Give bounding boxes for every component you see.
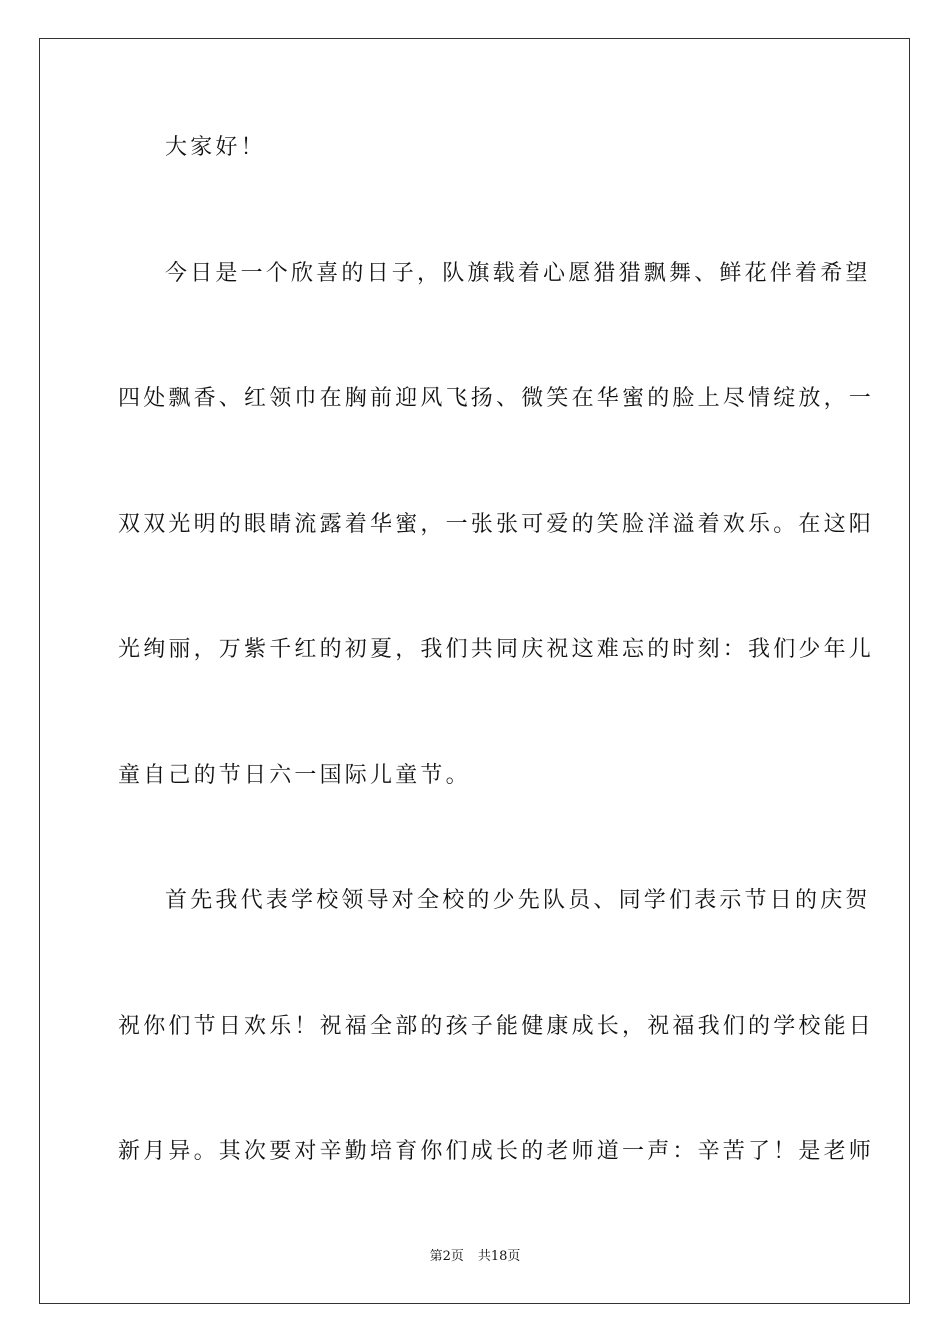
paragraph-line: 四处飘香、红领巾在胸前迎风飞扬、微笑在华蜜的脸上尽情绽放，一 xyxy=(118,386,875,411)
page-footer xyxy=(0,1248,950,1266)
paragraph-line: 双双光明的眼睛流露着华蜜，一张张可爱的笑脸洋溢着欢乐。在这阳 xyxy=(118,512,875,537)
page-total: 共18页 xyxy=(477,1249,521,1264)
paragraph-line: 祝你们节日欢乐！祝福全部的孩子能健康成长，祝福我们的学校能日 xyxy=(118,1014,875,1039)
paragraph-line: 新月异。其次要对辛勤培育你们成长的老师道一声：辛苦了！是老师 xyxy=(118,1139,875,1164)
greeting-line: 大家好！ xyxy=(165,135,266,160)
paragraph-line: 首先我代表学校领导对全校的少先队员、同学们表示节日的庆贺 xyxy=(165,888,871,913)
page-border xyxy=(39,38,910,1304)
paragraph-line: 童自己的节日六一国际儿童节。 xyxy=(118,763,471,788)
paragraph-line: 光绚丽，万紫千红的初夏，我们共同庆祝这难忘的时刻：我们少年儿 xyxy=(118,637,875,662)
paragraph-line: 今日是一个欣喜的日子，队旗载着心愿猎猎飘舞、鲜花伴着希望 xyxy=(165,261,871,286)
page-number: 第2页 xyxy=(429,1249,464,1264)
